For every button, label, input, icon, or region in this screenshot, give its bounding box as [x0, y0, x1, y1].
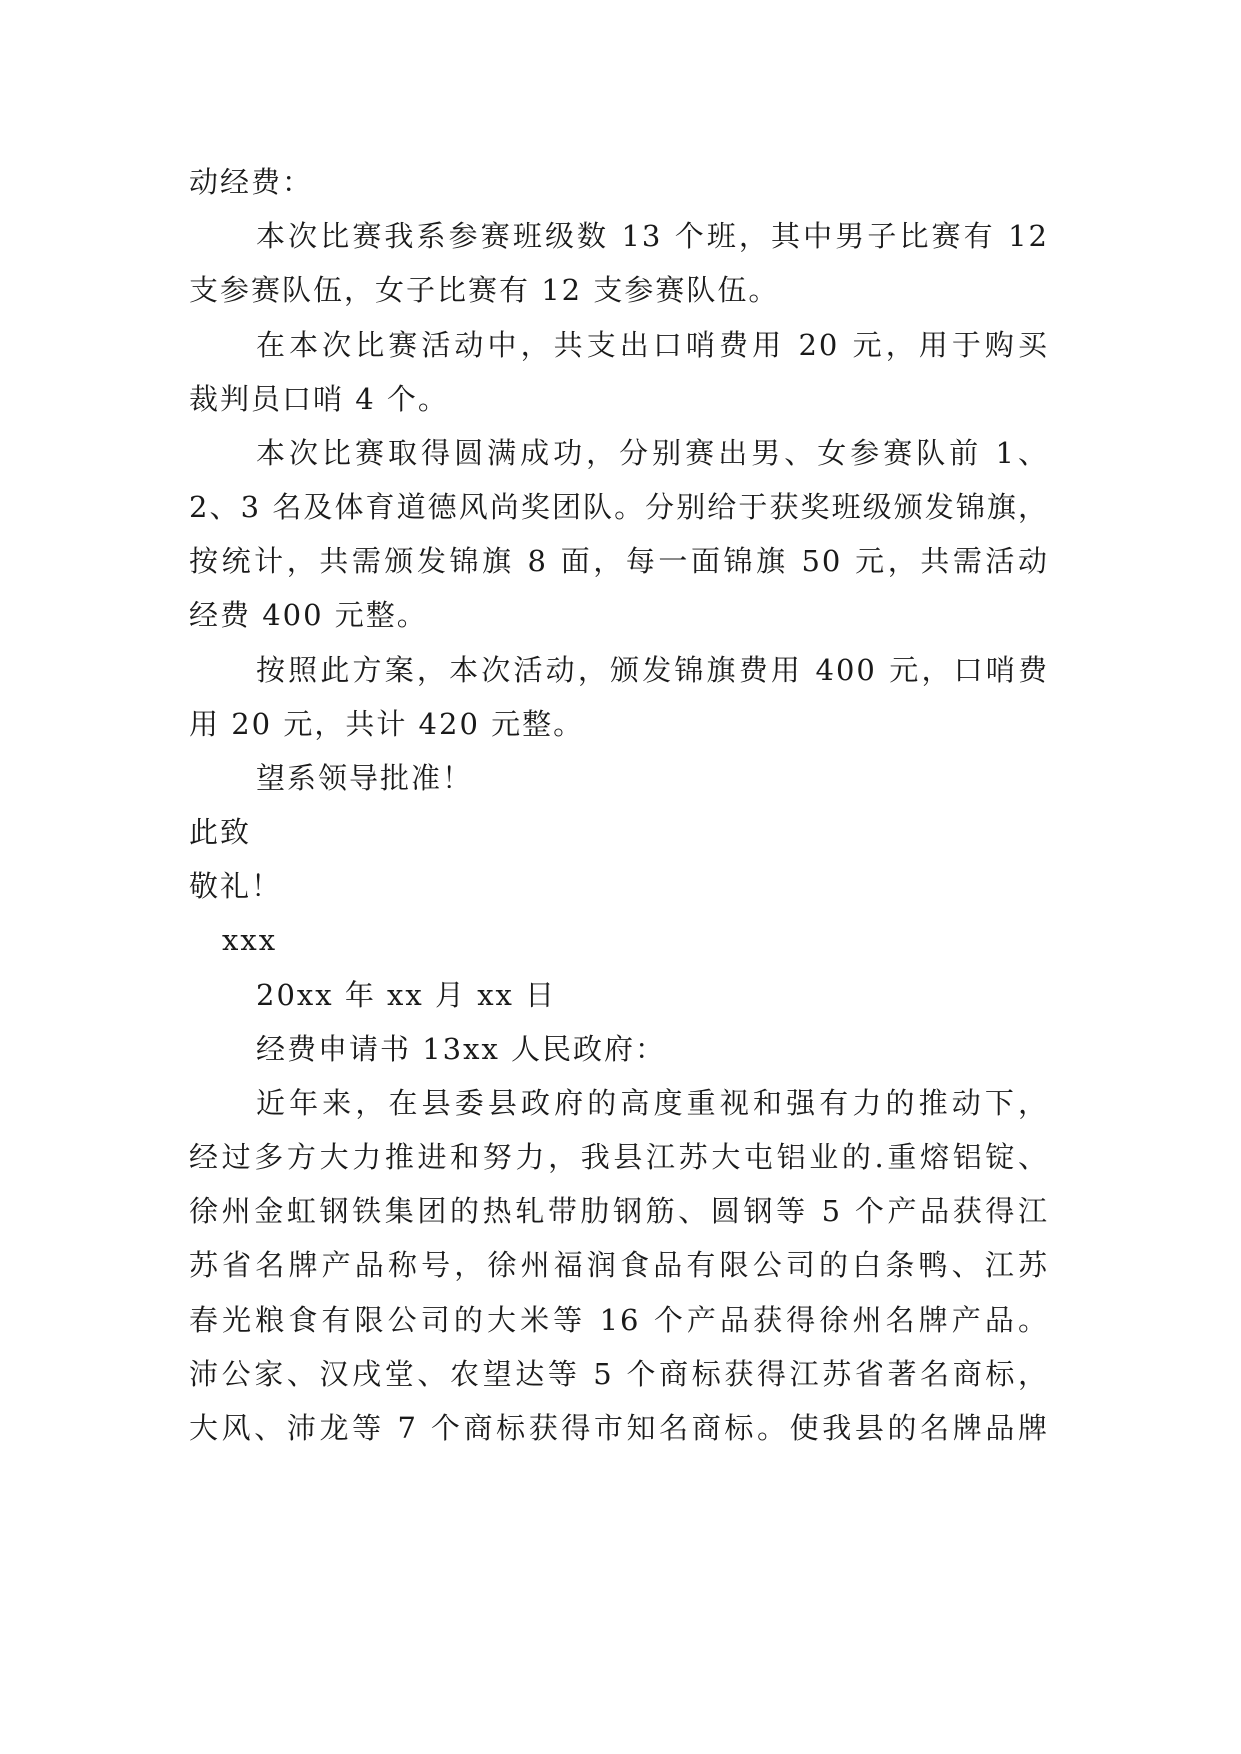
date-line: 20xx 年 xx 月 xx 日 — [256, 978, 557, 1012]
text-line: 按照此方案，本次活动，颁发锦旗费用 400 元，口哨费 — [256, 653, 1049, 687]
text-line: 动经费： — [189, 165, 314, 199]
text-line: 支参赛队伍，女子比赛有 12 支参赛队伍。 — [189, 273, 780, 307]
text-line: 用 20 元，共计 420 元整。 — [189, 707, 585, 741]
text-line: 徐州金虹钢铁集团的热轧带肋钢筋、圆钢等 5 个产品获得江 — [189, 1194, 1049, 1228]
text-line: 本次比赛我系参赛班级数 13 个班，其中男子比赛有 12 — [256, 219, 1049, 253]
text-line: 敬礼！ — [189, 869, 283, 903]
text-line: 经费申请书 13xx 人民政府： — [256, 1032, 667, 1066]
text-line: 此致 — [189, 815, 252, 849]
text-line: 大风、沛龙等 7 个商标获得市知名商标。使我县的名牌品牌 — [189, 1411, 1049, 1445]
text-line: 本次比赛取得圆满成功，分别赛出男、女参赛队前 1、 — [256, 436, 1049, 470]
text-line: 2、3 名及体育道德风尚奖团队。分别给于获奖班级颁发锦旗， — [189, 490, 1049, 524]
text-line: 经费 400 元整。 — [189, 598, 428, 632]
text-line: 苏省名牌产品称号，徐州福润食品有限公司的白条鸭、江苏 — [189, 1248, 1049, 1282]
text-line: 望系领导批准！ — [256, 761, 474, 795]
text-line: 沛公家、汉戌堂、农望达等 5 个商标获得江苏省著名商标， — [189, 1357, 1049, 1391]
text-line: 近年来，在县委县政府的高度重视和强有力的推动下， — [256, 1086, 1049, 1120]
text-line: 经过多方大力推进和努力，我县江苏大屯铝业的.重熔铝锭、 — [189, 1140, 1049, 1174]
text-line: 按统计，共需颁发锦旗 8 面，每一面锦旗 50 元，共需活动 — [189, 544, 1049, 578]
text-line: 在本次比赛活动中，共支出口哨费用 20 元，用于购买 — [256, 328, 1049, 362]
signature-name: xxx — [222, 923, 278, 957]
text-line: 裁判员口哨 4 个。 — [189, 382, 449, 416]
text-line: 春光粮食有限公司的大米等 16 个产品获得徐州名牌产品。 — [189, 1303, 1049, 1337]
